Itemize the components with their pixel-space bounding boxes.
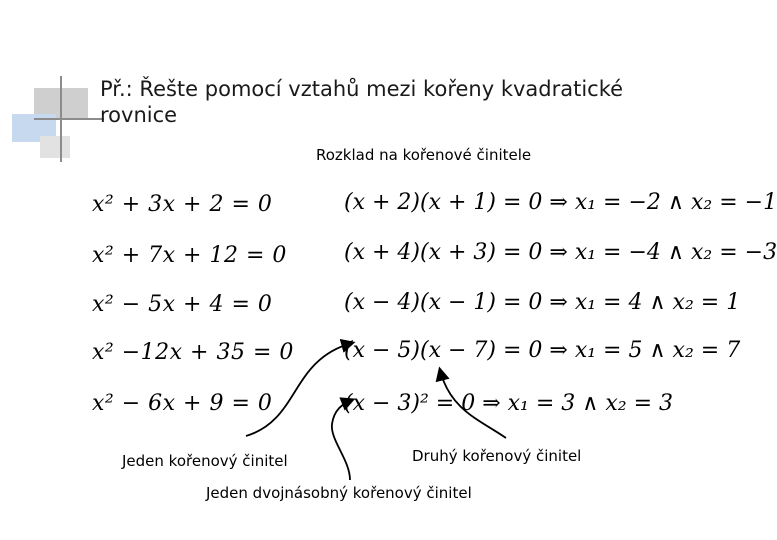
label-second-factor: Druhý kořenový činitel [412,447,582,465]
equation-2: x² + 7x + 12 = 0 [92,243,287,268]
arrow-second-factor [440,370,506,438]
factorization-1: (x + 2)(x + 1) = 0 ⇒ x₁ = −2 ∧ x₂ = −1 [344,190,777,215]
label-double-factor: Jeden dvojnásobný kořenový činitel [206,484,472,502]
arrow-double-factor [332,400,352,480]
label-first-factor: Jeden kořenový činitel [122,452,288,470]
factorization-5: (x − 3)² = 0 ⇒ x₁ = 3 ∧ x₂ = 3 [344,391,674,416]
equation-3: x² − 5x + 4 = 0 [92,292,273,317]
factorization-4: (x − 5)(x − 7) = 0 ⇒ x₁ = 5 ∧ x₂ = 7 [344,338,741,363]
equation-5: x² − 6x + 9 = 0 [92,391,273,416]
slide-subtitle: Rozklad na kořenové činitele [316,146,532,164]
equation-4: x² −12x + 35 = 0 [92,340,294,365]
equation-1: x² + 3x + 2 = 0 [92,192,273,217]
factorization-2: (x + 4)(x + 3) = 0 ⇒ x₁ = −4 ∧ x₂ = −3 [344,240,777,265]
factorization-3: (x − 4)(x − 1) = 0 ⇒ x₁ = 4 ∧ x₂ = 1 [344,290,741,315]
slide-title: Př.: Řešte pomocí vztahů mezi kořeny kvadratické rovnice [100,77,624,127]
arrow-first-factor [246,343,352,436]
